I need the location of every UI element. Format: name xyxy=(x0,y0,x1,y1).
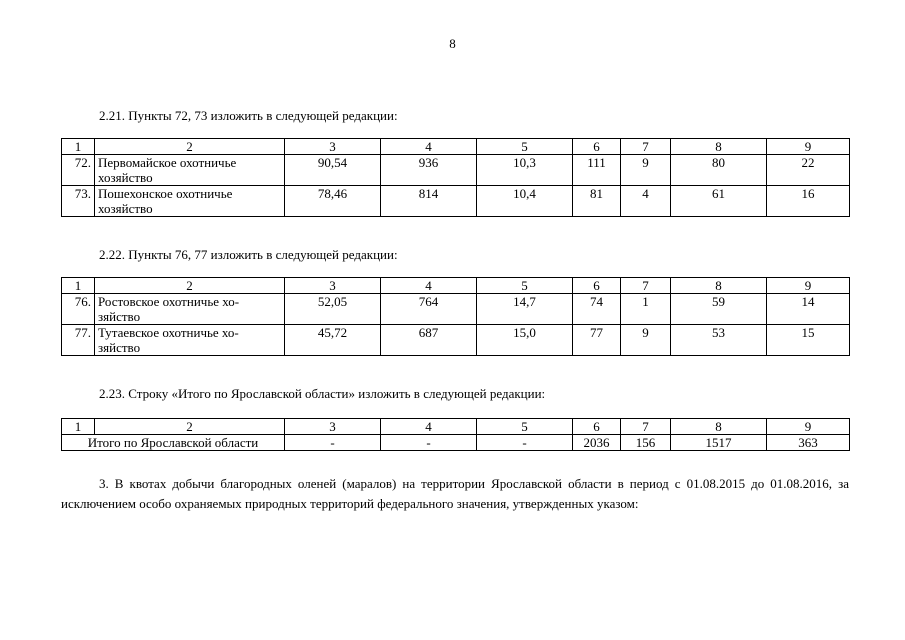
col-header: 5 xyxy=(477,139,573,155)
cell-value: 2036 xyxy=(573,435,621,451)
row-number: 76. xyxy=(62,294,95,325)
column-header-row xyxy=(62,139,850,155)
col-header: 4 xyxy=(381,139,477,155)
cell-value: 61 xyxy=(671,186,767,217)
col-header: 4 xyxy=(381,278,477,294)
col-header: 7 xyxy=(621,278,671,294)
total-row xyxy=(62,435,850,451)
col-header: 2 xyxy=(95,139,285,155)
table-row xyxy=(62,294,850,325)
col-header: 1 xyxy=(62,139,95,155)
cell-value: - xyxy=(381,435,477,451)
table-2-23 xyxy=(61,418,850,451)
table-row xyxy=(62,325,850,356)
col-header: 2 xyxy=(95,278,285,294)
paragraph-3: 3. В квотах добычи благородных оленей (маралов) на территории Ярославской области в период с 01.08.2015 до 01.08.2016, за исключением особо охраняемых природных территорий федерального значения, утвержденных указом: xyxy=(61,476,849,511)
cell-value: 77 xyxy=(573,325,621,356)
total-label: Итого по Ярославской области xyxy=(62,435,285,451)
cell-value: 81 xyxy=(573,186,621,217)
col-header: 9 xyxy=(767,278,850,294)
cell-value: 363 xyxy=(767,435,850,451)
cell-value: 10,4 xyxy=(477,186,573,217)
col-header: 8 xyxy=(671,278,767,294)
table-2-22 xyxy=(61,277,850,356)
cell-value: 14,7 xyxy=(477,294,573,325)
cell-value: - xyxy=(285,435,381,451)
table-row xyxy=(62,186,850,217)
cell-value: - xyxy=(477,435,573,451)
column-header-row xyxy=(62,278,850,294)
cell-value: 4 xyxy=(621,186,671,217)
cell-value: 16 xyxy=(767,186,850,217)
section-heading-2-22: 2.22. Пункты 76, 77 изложить в следующей редакции: xyxy=(99,247,398,262)
cell-value: 15,0 xyxy=(477,325,573,356)
col-header: 7 xyxy=(621,419,671,435)
col-header: 9 xyxy=(767,139,850,155)
col-header: 8 xyxy=(671,419,767,435)
col-header: 9 xyxy=(767,419,850,435)
col-header: 3 xyxy=(285,278,381,294)
col-header: 4 xyxy=(381,419,477,435)
col-header: 1 xyxy=(62,419,95,435)
cell-value: 687 xyxy=(381,325,477,356)
col-header: 6 xyxy=(573,278,621,294)
row-name: Тутаевское охотничье хо- зяйство xyxy=(95,325,285,356)
row-name: Пошехонское охотничье хозяйство xyxy=(95,186,285,217)
col-header: 5 xyxy=(477,278,573,294)
row-number: 72. xyxy=(62,155,95,186)
cell-value: 9 xyxy=(621,155,671,186)
section-heading-2-21: 2.21. Пункты 72, 73 изложить в следующей редакции: xyxy=(99,108,398,123)
section-heading-2-23: 2.23. Строку «Итого по Ярославской области» изложить в следующей редакции: xyxy=(99,386,546,401)
col-header: 1 xyxy=(62,278,95,294)
col-header: 6 xyxy=(573,139,621,155)
col-header: 2 xyxy=(95,419,285,435)
column-header-row xyxy=(62,419,850,435)
cell-value: 22 xyxy=(767,155,850,186)
row-number: 73. xyxy=(62,186,95,217)
cell-value: 15 xyxy=(767,325,850,356)
cell-value: 111 xyxy=(573,155,621,186)
cell-value: 53 xyxy=(671,325,767,356)
table-2-21 xyxy=(61,138,850,217)
cell-value: 90,54 xyxy=(285,155,381,186)
cell-value: 1517 xyxy=(671,435,767,451)
cell-value: 78,46 xyxy=(285,186,381,217)
cell-value: 14 xyxy=(767,294,850,325)
col-header: 3 xyxy=(285,419,381,435)
col-header: 3 xyxy=(285,139,381,155)
cell-value: 814 xyxy=(381,186,477,217)
cell-value: 80 xyxy=(671,155,767,186)
col-header: 7 xyxy=(621,139,671,155)
cell-value: 10,3 xyxy=(477,155,573,186)
row-name: Ростовское охотничье хо- зяйство xyxy=(95,294,285,325)
cell-value: 764 xyxy=(381,294,477,325)
cell-value: 9 xyxy=(621,325,671,356)
cell-value: 1 xyxy=(621,294,671,325)
cell-value: 74 xyxy=(573,294,621,325)
cell-value: 59 xyxy=(671,294,767,325)
page-number: 8 xyxy=(449,36,456,51)
col-header: 5 xyxy=(477,419,573,435)
cell-value: 45,72 xyxy=(285,325,381,356)
col-header: 6 xyxy=(573,419,621,435)
cell-value: 52,05 xyxy=(285,294,381,325)
row-number: 77. xyxy=(62,325,95,356)
cell-value: 156 xyxy=(621,435,671,451)
col-header: 8 xyxy=(671,139,767,155)
table-row xyxy=(62,155,850,186)
row-name: Первомайское охотничье хозяйство xyxy=(95,155,285,186)
cell-value: 936 xyxy=(381,155,477,186)
